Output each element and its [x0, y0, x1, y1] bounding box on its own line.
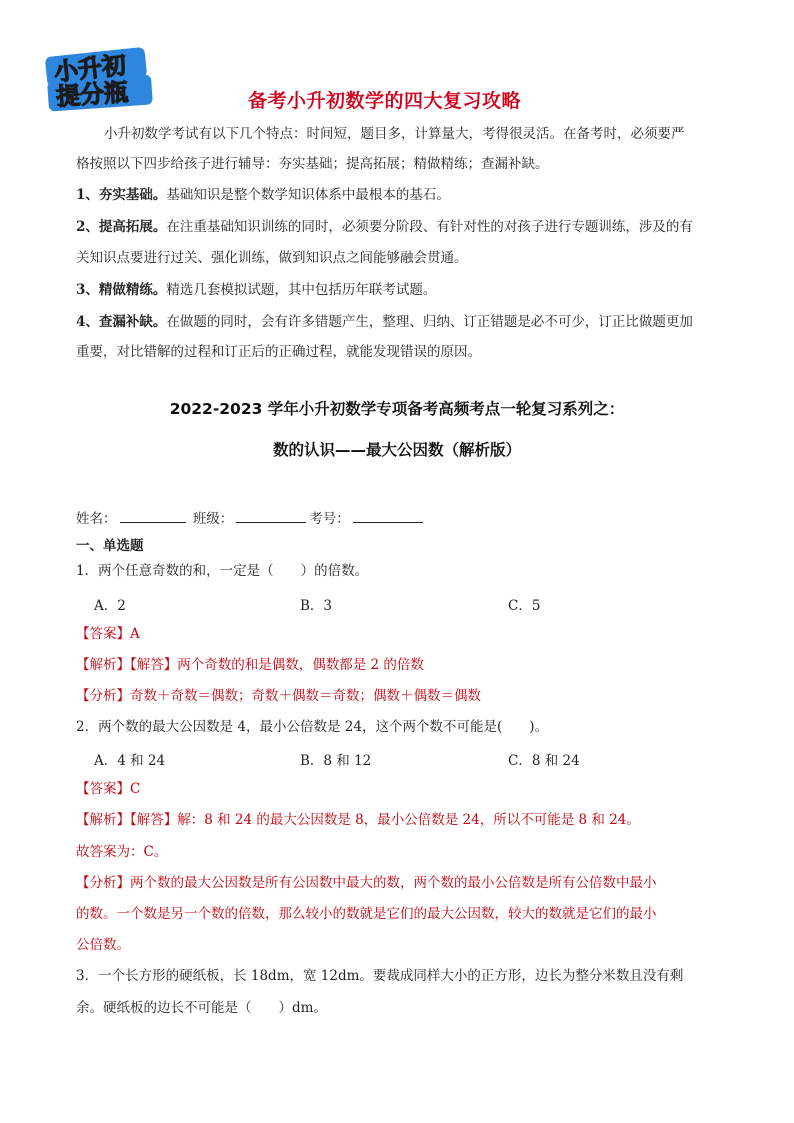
- q3-stem-line-2: 余。硬纸板的边长不可能是（ ）dm。: [76, 1000, 327, 1016]
- q2-fenxi-text-3: 公倍数。: [76, 937, 130, 953]
- q2-answer-label: 【答案】: [76, 781, 130, 797]
- q2-option-c: C．8 和 24: [508, 753, 580, 769]
- q1-fenxi: [76, 687, 481, 705]
- q1-option-a: A．2: [94, 598, 126, 614]
- section-heading: 一、单选题: [76, 538, 144, 554]
- banner-title: 备考小升初数学的四大复习攻略: [248, 90, 522, 112]
- q1-fenxi-label: 【分析】: [76, 688, 130, 704]
- strategy-2-head: 2、提高拓展。: [76, 219, 167, 235]
- strategy-1: [76, 186, 450, 204]
- intro-line-2: 格按照以下四步给孩子进行辅导：夯实基础；提高拓展；精做精练；查漏补缺。: [76, 156, 549, 172]
- strategy-4-cont: 重要，对比错解的过程和订正后的正确过程，就能发现错误的原因。: [76, 344, 481, 360]
- logo-text-top: 小升初: [52, 50, 128, 87]
- q2-analysis-text: 解：8 和 24 的最大公因数是 8，最小公倍数是 24，所以不可能是 8 和 24。: [177, 812, 640, 828]
- strategy-2: [76, 218, 693, 236]
- name-label: 姓名：: [76, 511, 117, 527]
- q2-fenxi-text-2: 的数。一个数是另一个数的倍数，那么较小的数就是它们的最大公因数，较大的数就是它们的最小: [76, 906, 657, 922]
- strategy-3-head: 3、精做精练。: [76, 282, 167, 298]
- q1-answer-label: 【答案】: [76, 626, 130, 642]
- q2-fenxi-text-1: 两个数的最大公因数是所有公因数中最大的数，两个数的最小公倍数是所有公倍数中最小: [130, 875, 657, 891]
- q2-fenxi: [76, 874, 657, 892]
- class-label: 班级：: [192, 511, 234, 527]
- strategy-1-head: 1、夯实基础。: [76, 187, 167, 203]
- strategy-3: [76, 281, 436, 299]
- logo-text-bottom: 提分瓶: [55, 78, 129, 112]
- id-label: 考号：: [309, 511, 350, 527]
- q2-option-a: A．4 和 24: [94, 753, 166, 769]
- q1-option-c: C．5: [508, 598, 541, 614]
- strategy-2-cont: 关知识点要进行过关、强化训练，做到知识点之间能够融会贯通。: [76, 250, 468, 266]
- intro-line-1: 小升初数学考试有以下几个特点：时间短，题目多，计算量大，考得很灵活。在备考时，必须要严: [104, 126, 685, 142]
- doc-title-line-2: 数的认识——最大公因数（解析版）: [272, 441, 521, 459]
- q1-analysis: [76, 656, 424, 674]
- q2-stem: 2．两个数的最大公因数是 4，最小公倍数是 24，这个两个数不可能是( )。: [76, 719, 548, 735]
- q1-answer-value: A: [130, 626, 140, 642]
- q1-fenxi-text: 奇数＋奇数＝偶数；奇数＋偶数＝奇数；偶数＋偶数＝偶数: [130, 688, 481, 704]
- name-field[interactable]: [120, 510, 186, 523]
- q3-stem-line-1: 3．一个长方形的硬纸板，长 18dm，宽 12dm。要裁成同样大小的正方形，边长为整分米数且没有剩: [76, 968, 684, 984]
- strategy-4: [76, 313, 693, 331]
- q2-conclusion: 故答案为：C。: [76, 844, 168, 860]
- q2-answer: [76, 780, 140, 798]
- q2-fenxi-label: 【分析】: [76, 875, 130, 891]
- q2-answer-value: C: [130, 781, 141, 797]
- strategy-4-head: 4、查漏补缺。: [76, 314, 167, 330]
- q2-analysis-label: 【解析】【解答】: [76, 812, 178, 828]
- q1-analysis-label: 【解析】【解答】: [76, 657, 178, 673]
- strategy-2-text: 在注重基础知识训练的同时，必须要分阶段、有针对性的对孩子进行专题训练，涉及的有: [166, 219, 693, 235]
- strategy-1-text: 基础知识是整个数学知识体系中最根本的基石。: [166, 187, 450, 203]
- q1-stem: 1．两个任意奇数的和，一定是（ ）的倍数。: [76, 563, 369, 579]
- q2-analysis: [76, 811, 640, 829]
- q1-answer: [76, 625, 140, 643]
- q2-option-b: B．8 和 12: [300, 753, 372, 769]
- id-field[interactable]: [353, 510, 423, 523]
- student-info: [76, 510, 426, 528]
- q1-option-b: B．3: [300, 598, 333, 614]
- class-field[interactable]: [236, 510, 306, 523]
- q1-analysis-text: 两个奇数的和是偶数，偶数都是 2 的倍数: [177, 657, 424, 673]
- brand-logo: [40, 42, 158, 112]
- strategy-4-text: 在做题的同时，会有许多错题产生，整理、归纳、订正错题是必不可少，订正比做题更加: [166, 314, 693, 330]
- doc-title-line-1: 2022-2023 学年小升初数学专项备考高频考点一轮复习系列之：: [169, 400, 625, 418]
- strategy-3-text: 精选几套模拟试题，其中包括历年联考试题。: [166, 282, 437, 298]
